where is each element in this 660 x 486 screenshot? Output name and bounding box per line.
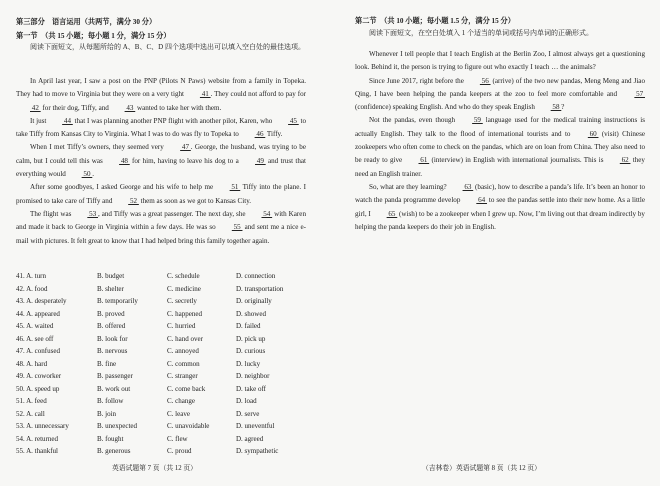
option-choice: D. failed: [236, 322, 261, 331]
blank-number: 47: [180, 143, 191, 152]
option-choice: B. generous: [97, 447, 131, 456]
option-row: [16, 283, 316, 296]
option-choice: 51. A. feed: [16, 397, 47, 406]
section-title: 第一节 （共 15 小题；每小题 1 分，满分 15 分）: [16, 32, 171, 40]
blank-number: 49: [255, 156, 266, 165]
option-choice: B. join: [97, 409, 117, 418]
option-choice: 47. A. confused: [16, 347, 60, 356]
option-row: [16, 295, 316, 308]
blank-number: 57: [634, 89, 645, 98]
option-choice: 55. A. thankful: [16, 447, 58, 456]
page-footer: 英语试题第 7 页（共 12 页）: [112, 465, 197, 472]
option-choice: C. secretly: [167, 297, 197, 306]
blank-number: 51: [229, 183, 241, 192]
option-choice: 43. A. desperately: [16, 297, 67, 306]
passage-text: for him, having to leave his dog to a: [129, 156, 242, 165]
options-list: [16, 270, 316, 458]
option-row: [16, 445, 316, 458]
option-choice: B. passenger: [97, 372, 133, 381]
option-row: [16, 370, 316, 383]
option-choice: C. change: [167, 397, 195, 406]
passage-text: . George, the husband, was trying to be calm, but I could tell this was: [16, 143, 307, 165]
passage-text: The flight was: [30, 209, 74, 218]
passage-text: So, what are they learning?: [369, 182, 449, 191]
option-choice: 45. A. waited: [16, 322, 54, 331]
part-title: 第三部分 语言运用（共两节，满分 30 分）: [16, 18, 157, 26]
blank-number: 65: [386, 209, 398, 218]
passage-text: for their dog, Tiffy, and: [40, 103, 111, 112]
option-choice: D. pick up: [236, 334, 266, 343]
passage-text: (confidence) speaking English. And who do they speak English: [355, 103, 537, 112]
option-choice: D. connection: [236, 272, 276, 281]
blank-number: 56: [479, 76, 491, 85]
passage-text: that I was planning another PNP flight with another pilot, Karen, who: [72, 116, 275, 125]
option-choice: D. lucky: [236, 359, 261, 368]
option-choice: D. take off: [236, 384, 266, 393]
option-choice: C. stranger: [167, 372, 198, 381]
passage-text: Tiffy into the plane. I promised to take care of Tiffy and: [16, 183, 306, 205]
passage-paragraph: [16, 208, 306, 248]
option-choice: B. budget: [97, 272, 125, 281]
blank-number: 46: [254, 130, 266, 139]
option-choice: D. sympathetic: [236, 447, 279, 456]
passage-text: to take Tiffy from Kansas City to Virginia. What I was to do was fly to Topeka to: [16, 116, 307, 139]
option-choice: B. fought: [97, 434, 124, 443]
option-choice: D. transportation: [236, 284, 284, 293]
option-choice: C. proud: [167, 447, 192, 456]
passage-text: . They could not afford to pay for: [210, 90, 306, 99]
option-choice: 50. A. speed up: [16, 384, 60, 393]
option-row: [16, 333, 316, 346]
option-choice: D. neighbor: [236, 372, 270, 381]
option-choice: C. hand over: [167, 334, 203, 343]
option-choice: 53. A. unnecessary: [16, 422, 69, 431]
option-row: [16, 270, 316, 283]
option-choice: B. follow: [97, 397, 124, 406]
blank-number: 44: [62, 116, 73, 125]
option-row: [16, 420, 316, 433]
option-choice: 49. A. coworker: [16, 372, 62, 381]
instruction-text: 阅读下面短文，在空白处填入 1 个适当的单词或括号内单词的正确形式。: [369, 29, 593, 37]
passage-text: .: [92, 170, 95, 179]
option-choice: 44. A. appeared: [16, 309, 60, 318]
option-row: [16, 308, 316, 321]
blank-number: 52: [128, 196, 139, 205]
option-choice: B. offered: [97, 322, 126, 331]
option-choice: B. unexpected: [97, 422, 138, 431]
blank-number: 64: [476, 196, 487, 205]
passage-text: (wish) to be a zookeeper when I grew up. Now, I’m living out that dream indirectly by helping the panda keepers do their job in English.: [355, 209, 645, 231]
passage-text: When I met Tiffy’s owners, they seemed very: [30, 143, 167, 152]
blank-number: 63: [462, 182, 474, 191]
passage-text: wanted to take her with them.: [135, 103, 222, 112]
passage-text: and sent me a nice e-mail with pictures. It felt great to know that I had helped bring this family together again.: [16, 223, 306, 245]
option-choice: 42. A. food: [16, 284, 48, 293]
instruction-text: 阅读下面短文，从每题所给的 A、B、C、D 四个选项中选出可以填入空白处的最佳选项。: [30, 43, 305, 51]
option-choice: D. agreed: [236, 434, 264, 443]
right-exam-page: [330, 0, 660, 486]
option-choice: B. temporarily: [97, 297, 138, 306]
option-choice: 54. A. returned: [16, 434, 58, 443]
option-choice: B. look for: [97, 334, 128, 343]
passage-paragraph: [16, 181, 306, 208]
option-choice: C. annoyed: [167, 347, 199, 356]
blank-number: 59: [472, 116, 483, 125]
cloze-passage: [16, 75, 306, 248]
blank-number: 50: [81, 170, 93, 179]
passage-text: In April last year, I saw a post on the PNP (Pilots N Paws) website from a family in Topeka. They had to move to Virginia but they were on a very tight: [16, 77, 306, 99]
option-row: [16, 433, 316, 446]
passage-text: It just: [30, 116, 49, 125]
passage-paragraph: [355, 48, 645, 75]
passage-text: (arrive) of the two new pandas, Meng Meng and Jiao Qing, I have been helping the panda keepers at the zoo to feel more comfortable and: [355, 76, 645, 98]
blank-number: 43: [124, 103, 136, 112]
option-choice: 48. A. hard: [16, 359, 48, 368]
option-choice: C. medicine: [167, 284, 201, 293]
option-choice: D. serve: [236, 409, 260, 418]
option-choice: C. common: [167, 359, 200, 368]
option-choice: C. flew: [167, 434, 188, 443]
passage-text: ?: [561, 103, 565, 112]
passage-text: they need an English trainer.: [355, 156, 645, 178]
passage-text: , and Tiffy was a great passenger. The next day, she: [97, 209, 248, 218]
option-choice: B. proved: [97, 309, 125, 318]
passage-text: Not the pandas, even though: [369, 116, 459, 125]
passage-text: (visit) Chinese zookeepers who often come to check on the pandas, which are on loan from China. They also need to be ready to give: [355, 129, 645, 165]
blank-number: 61: [418, 156, 430, 165]
option-row: [16, 345, 316, 358]
option-row: [16, 395, 316, 408]
option-choice: C. unavoidable: [167, 422, 210, 431]
option-choice: 41. A. turn: [16, 272, 46, 281]
option-choice: B. work out: [97, 384, 131, 393]
option-choice: D. load: [236, 397, 257, 406]
page-footer: （吉林卷）英语试题第 8 页（共 12 页）: [422, 465, 541, 472]
passage-text: language used for the medical training instructions is actually English. They talk to the flood of international tourists and to: [355, 116, 645, 138]
blank-number: 45: [288, 116, 299, 125]
option-row: [16, 358, 316, 371]
blank-number: 54: [261, 209, 273, 218]
passage-paragraph: [355, 114, 645, 180]
option-choice: B. shelter: [97, 284, 124, 293]
passage-text: (basic), how to describe a panda’s life. It’s been an honor to watch the panda programme develop: [355, 182, 646, 205]
passage-text: Tiffy.: [265, 130, 283, 139]
section-title: 第二节 （共 10 小题；每小题 1.5 分，满分 15 分）: [355, 17, 515, 25]
option-row: [16, 408, 316, 421]
passage-text: to see the pandas settle into their new home. As a little girl, I: [355, 196, 645, 218]
option-choice: B. nervous: [97, 347, 128, 356]
option-choice: B. fine: [97, 359, 117, 368]
passage-text: and trust that everything would: [16, 156, 306, 179]
blank-number: 55: [231, 223, 243, 232]
passage-text: Whenever I tell people that I teach English at the Berlin Zoo, I almost always get a questioning look. Behind it, the person is trying to figure out who exactly I teach … the animals?: [355, 50, 645, 72]
option-choice: C. come back: [167, 384, 206, 393]
passage-text: After some goodbyes, I asked George and his wife to help me: [30, 183, 216, 192]
passage-paragraph: [16, 115, 306, 142]
option-choice: D. curious: [236, 347, 266, 356]
option-choice: C. happened: [167, 309, 202, 318]
option-choice: 46. A. see off: [16, 334, 54, 343]
passage-paragraph: [16, 75, 306, 115]
option-choice: C. leave: [167, 409, 190, 418]
passage-text: them as soon as we got to Kansas City.: [138, 196, 252, 205]
option-choice: D. showed: [236, 309, 266, 318]
blank-number: 48: [119, 156, 130, 165]
option-choice: C. schedule: [167, 272, 200, 281]
passage-text: (interview) in English with international journalists. This is: [429, 156, 606, 165]
grammar-fill-passage: [355, 48, 645, 234]
blank-number: 53: [87, 209, 98, 218]
option-choice: D. originally: [236, 297, 272, 306]
passage-paragraph: [355, 75, 645, 115]
blank-number: 41: [199, 90, 211, 99]
blank-number: 58: [550, 103, 562, 112]
option-choice: C. hurried: [167, 322, 196, 331]
passage-text: with Karen and made it back to George in Virginia within a few days. He was so: [16, 209, 306, 232]
passage-paragraph: [355, 181, 645, 234]
blank-number: 60: [587, 129, 599, 138]
option-choice: 52. A. call: [16, 409, 45, 418]
blank-number: 62: [619, 156, 631, 165]
blank-number: 42: [30, 103, 41, 112]
option-choice: D. uneventful: [236, 422, 275, 431]
passage-paragraph: [16, 141, 306, 181]
option-row: [16, 383, 316, 396]
passage-text: Since June 2017, right before the: [369, 76, 466, 85]
option-row: [16, 320, 316, 333]
